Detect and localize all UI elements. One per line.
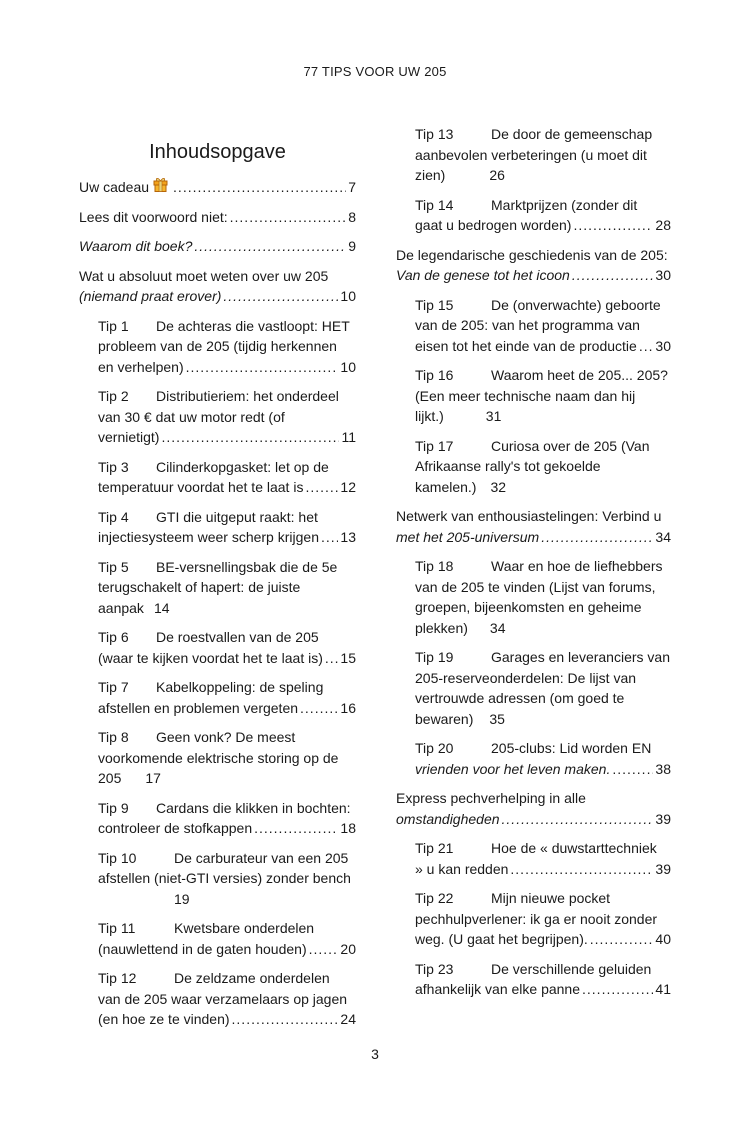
toc-entry-cadeau[interactable]: Uw cadeau ..... 7 — [79, 176, 356, 198]
toc-entry-tip14[interactable]: Tip 14 Marktprijzen (zonder dit gaat u bedrogen worden) ..... 28 — [415, 195, 671, 236]
toc-entry-tip17[interactable]: Tip 17 Curiosa over de 205 (Van Afrikaanse rally's tot gekoelde kamelen.) 32 — [415, 437, 650, 495]
toc-entry-pech[interactable]: Express pechverhelping in alle omstandigheden ..... 39 — [396, 788, 671, 829]
page-number: 3 — [371, 1046, 379, 1062]
toc-entry-tip7[interactable]: Tip 7 Kabelkoppeling: de speling afstellen en problemen vergeten ..... 16 — [98, 677, 356, 718]
toc-entry-waarom[interactable]: Waarom dit boek? ..... 9 — [79, 236, 356, 257]
toc-entry-weten[interactable]: Wat u absoluut moet weten over uw 205 (niemand praat erover) ..... 10 — [79, 266, 356, 307]
toc-entry-tip15[interactable]: Tip 15 De (onverwachte) geboorte van de 205: van het programma van eisen tot het einde van de productie ..... 30 — [415, 295, 671, 357]
toc-title: Inhoudsopgave — [149, 141, 286, 163]
toc-entry-tip16[interactable]: Tip 16 Waarom heet de 205... 205? (Een meer technische naam dan hij lijkt.) 31 — [415, 367, 668, 424]
toc-entry-tip21[interactable]: Tip 21 Hoe de « duwstarttechniek » u kan redden ..... 39 — [415, 838, 671, 879]
toc-entry-tip13[interactable]: Tip 13 De door de gemeenschap aanbevolen verbeteringen (u moet dit zien) 26 — [415, 126, 653, 183]
toc-entry-tip11[interactable]: Tip 11 Kwetsbare onderdelen (nauwlettend in de gaten houden) ..... 20 — [98, 918, 356, 959]
toc-entry-tip6[interactable]: Tip 6 De roestvallen van de 205 (waar te kijken voordat het te laat is) ..... 15 — [98, 627, 356, 668]
toc-entry-tip5[interactable]: Tip 5 BE-versnellingsbak die de 5e terugschakelt of hapert: de juiste aanpak 14 — [98, 558, 338, 616]
toc-entry-tip8[interactable]: Tip 8 Geen vonk? De meest voorkomende elektrische storing op de 205 17 — [98, 729, 339, 786]
toc-entry-tip18[interactable]: Tip 18 Waar en hoe de liefhebbers van de 205 te vinden (Lijst van forums, groepen, bijeenkomsten en geheime plekken) 34 — [415, 558, 663, 636]
toc-entry-tip9[interactable]: Tip 9 Cardans die klikken in bochten: controleer de stofkappen ..... 18 — [98, 798, 356, 839]
toc-entry-tip20[interactable]: Tip 20 205-clubs: Lid worden EN vrienden voor het leven maken. ..... 38 — [415, 738, 671, 779]
toc-left-column — [79, 124, 356, 1039]
toc-entry-tip22[interactable]: Tip 22 Mijn nieuwe pocket pechhulpverlener: ik ga er nooit zonder weg. (U gaat het begrijpen). ..... 40 — [415, 888, 671, 950]
gift-icon — [153, 176, 168, 192]
toc-entry-tip23[interactable]: Tip 23 De verschillende geluiden afhankelijk van elke panne ..... 41 — [415, 959, 671, 1000]
toc-right-column — [396, 124, 671, 1009]
toc-entry-tip4[interactable]: Tip 4 GTI die uitgeput raakt: het injectiesysteem weer scherp krijgen ..... 13 — [98, 507, 356, 548]
toc-entry-tip19[interactable]: Tip 19 Garages en leveranciers van 205-reserveonderdelen: De lijst van vertrouwde adressen (om goed te bewaren) 35 — [415, 649, 670, 727]
toc-entry-tip10[interactable]: Tip 10 De carburateur van een 205 afstellen (niet-GTI versies) zonder bench 19 — [98, 849, 351, 907]
toc-entry-tip1[interactable]: Tip 1 De achteras die vastloopt: HET probleem van de 205 (tijdig herkennen en verhelpen) ..... 10 — [98, 316, 356, 378]
toc-entry-tip3[interactable]: Tip 3 Cilinderkopgasket: let op de temperatuur voordat het te laat is ..... 12 — [98, 457, 356, 498]
toc-entry-geschiedenis[interactable]: De legendarische geschiedenis van de 205: Van de genese tot het icoon ..... 30 — [396, 245, 671, 286]
toc-entry-voorwoord[interactable]: Lees dit voorwoord niet: ..... 8 — [79, 207, 356, 228]
running-header: 77 TIPS VOOR UW 205 — [303, 64, 447, 79]
toc-entry-tip2[interactable]: Tip 2 Distributieriem: het onderdeel van 30 € dat uw motor redt (of vernietigt) ..... 11 — [98, 386, 356, 448]
toc-entry-tip12[interactable]: Tip 12 De zeldzame onderdelen van de 205 waar verzamelaars op jagen (en hoe ze te vinden) ..... 24 — [98, 968, 356, 1030]
toc-entry-netwerk[interactable]: Netwerk van enthousiastelingen: Verbind u met het 205-universum ..... 34 — [396, 506, 671, 547]
